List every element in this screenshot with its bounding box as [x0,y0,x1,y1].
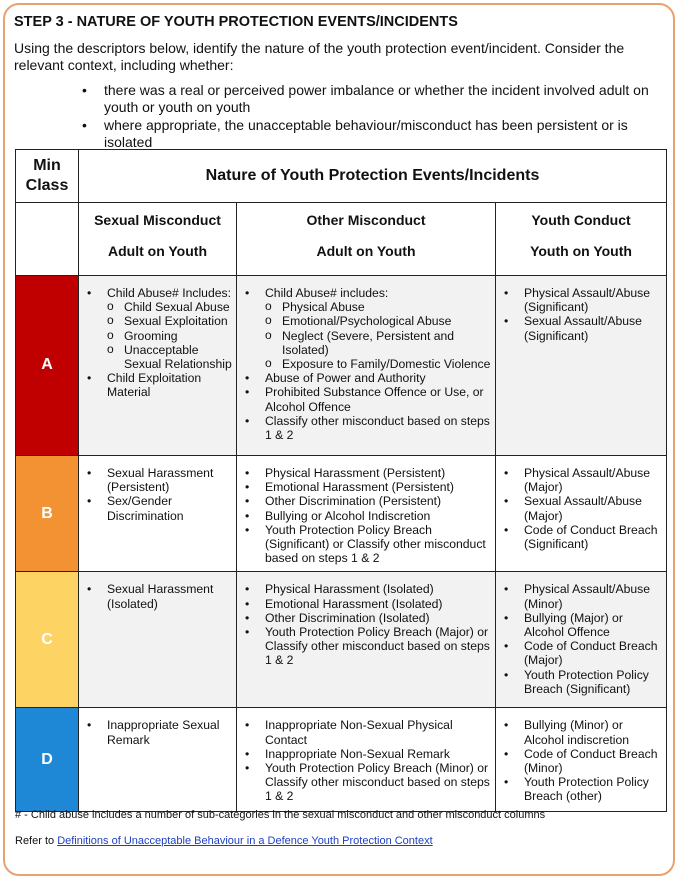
column-name: Sexual Misconduct [94,212,221,228]
column-header-youth [496,203,667,276]
list-item: • Code of Conduct Breach (Minor) [504,747,662,775]
intro-text: Using the descriptors below, identify the nature of the youth protection event/incident. Consider the relevant context, including whether: [14,40,625,73]
column-sub: Youth on Youth [530,243,632,259]
sub-item: o Neglect (Severe, Persistent and Isolated) [265,329,491,357]
list-item: • Code of Conduct Breach (Major) [504,639,662,667]
row-a-sexual [79,276,237,456]
row-b-youth [496,456,667,572]
context-bullets [82,82,668,152]
list-item: • Youth Protection Policy Breach (Significant) [504,668,662,696]
row-d-sexual [79,708,237,812]
list-item: • Youth Protection Policy Breach (Significant) or Classify other misconduct based on steps 1 & 2 [245,523,491,566]
list-item: • Prohibited Substance Offence or Use, or Alcohol Offence [245,385,491,413]
column-name: Youth Conduct [531,212,631,228]
list-item: • Emotional Harassment (Persistent) [245,480,491,494]
list-item: • Other Discrimination (Isolated) [245,611,491,625]
list-item: • Inappropriate Sexual Remark [87,718,232,746]
column-name: Other Misconduct [306,212,426,228]
list-item: • Child Exploitation Material [87,371,232,399]
row-d-other [237,708,496,812]
min-class-header: Min Class [16,150,79,203]
list-item: • Emotional Harassment (Isolated) [245,597,491,611]
class-a-label: A [16,276,79,456]
row-d-youth [496,708,667,812]
column-header-other [237,203,496,276]
list-item: • Bullying (Minor) or Alcohol indiscretion [504,718,662,746]
list-item: • Sex/Gender Discrimination [87,494,232,522]
row-a-youth [496,276,667,456]
list-item: • Youth Protection Policy Breach (other) [504,775,662,803]
page-title: STEP 3 - NATURE OF YOUTH PROTECTION EVENTS/INCIDENTS [14,14,458,30]
class-b-label: B [16,456,79,572]
list-item: • Physical Assault/Abuse (Minor) [504,582,662,610]
row-b-other [237,456,496,572]
sub-item: o Grooming [107,329,232,343]
class-d-label: D [16,708,79,812]
refer-prefix: Refer to [15,835,58,847]
context-bullet: • there was a real or perceived power imbalance or whether the incident involved adult on youth or youth on youth [82,82,668,115]
list-item: • Sexual Harassment (Isolated) [87,582,232,610]
list-item: • Sexual Harassment (Persistent) [87,466,232,494]
context-bullet: • where appropriate, the unacceptable behaviour/misconduct has been persistent or is isolated [82,117,668,150]
list-item: • Inappropriate Non-Sexual Remark [245,747,491,761]
definitions-link[interactable]: Definitions of Unacceptable Behaviour in a Defence Youth Protection Context [57,835,433,847]
list-item: • Youth Protection Policy Breach (Minor) or Classify other misconduct based on steps 1 & 2 [245,761,491,804]
list-item: • Physical Assault/Abuse (Significant) [504,286,662,314]
list-item [87,286,232,371]
list-item: • Abuse of Power and Authority [245,371,491,385]
list-item: • Physical Assault/Abuse (Major) [504,466,662,494]
nature-table [15,149,667,812]
sub-item: o Physical Abuse [265,300,491,314]
row-c-sexual [79,572,237,708]
list-item: • Classify other misconduct based on steps 1 & 2 [245,414,491,442]
row-b-sexual [79,456,237,572]
list-item: • Bullying or Alcohol Indiscretion [245,509,491,523]
list-item: • Sexual Assault/Abuse (Major) [504,494,662,522]
sub-item: o Sexual Exploitation [107,314,232,328]
sub-item: o Child Sexual Abuse [107,300,232,314]
list-item: • Youth Protection Policy Breach (Major) or Classify other misconduct based on steps 1 & 2 [245,625,491,668]
refer-line [15,835,433,847]
nature-header: Nature of Youth Protection Events/Incidents [79,150,667,203]
list-item: • Inappropriate Non-Sexual Physical Contact [245,718,491,746]
list-item: • Code of Conduct Breach (Significant) [504,523,662,551]
column-sub: Adult on Youth [316,243,416,259]
blank-header-cell [16,203,79,276]
item-text: Child Abuse# includes: [265,286,389,300]
item-text: Child Abuse# Includes: [107,286,231,300]
sub-item: o Emotional/Psychological Abuse [265,314,491,328]
class-c-label: C [16,572,79,708]
sub-item: o Unacceptable Sexual Relationship [107,343,232,371]
list-item [245,286,491,371]
list-item: • Physical Harassment (Isolated) [245,582,491,596]
column-header-sexual [79,203,237,276]
footnote: # - Child abuse includes a number of sub-categories in the sexual misconduct and other misconduct columns [15,809,546,821]
list-item: • Other Discrimination (Persistent) [245,494,491,508]
list-item: • Bullying (Major) or Alcohol Offence [504,611,662,639]
column-sub: Adult on Youth [107,243,207,259]
row-c-other [237,572,496,708]
list-item: • Sexual Assault/Abuse (Significant) [504,314,662,342]
sub-item: o Exposure to Family/Domestic Violence [265,357,491,371]
row-a-other [237,276,496,456]
list-item: • Physical Harassment (Persistent) [245,466,491,480]
row-c-youth [496,572,667,708]
